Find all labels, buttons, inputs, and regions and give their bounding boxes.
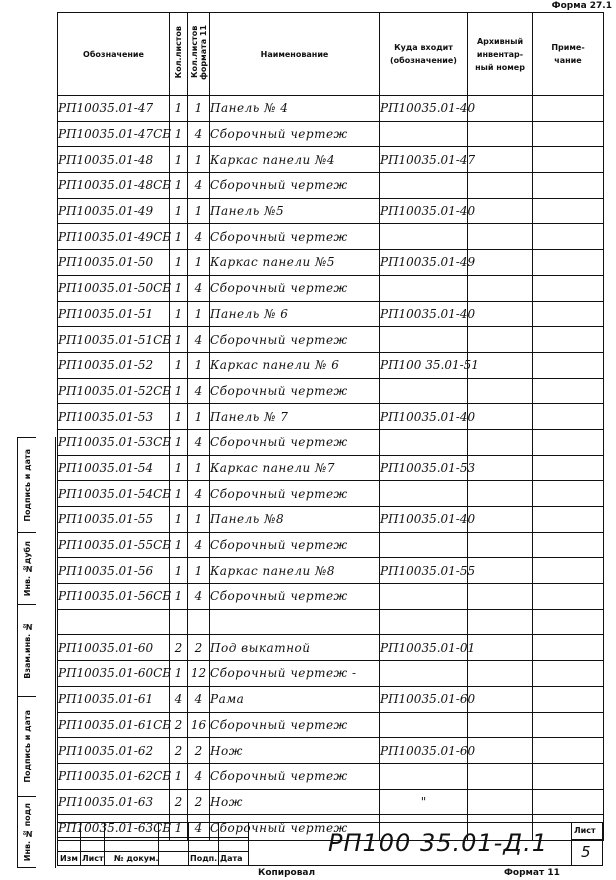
table-row bbox=[58, 224, 604, 250]
archive-cell bbox=[468, 121, 533, 147]
name-cell: Сборочный чертеж bbox=[210, 173, 380, 199]
table-row bbox=[58, 712, 604, 738]
designation-cell: РП10035.01-60 bbox=[58, 635, 170, 661]
table-row bbox=[58, 661, 604, 687]
name-cell: Сборочный чертеж bbox=[210, 429, 380, 455]
where-used-cell bbox=[380, 429, 468, 455]
qty-format-cell: 1 bbox=[188, 507, 210, 533]
qty-format-cell: 4 bbox=[188, 378, 210, 404]
qty-format-cell: 4 bbox=[188, 173, 210, 199]
name-cell: Сборочный чертеж bbox=[210, 275, 380, 301]
col-list: Лист bbox=[82, 854, 104, 863]
qty-format-cell: 4 bbox=[188, 763, 210, 789]
table-row bbox=[58, 96, 604, 122]
where-used-cell: РП10035.01-40 bbox=[380, 301, 468, 327]
qty-sheets-cell: 2 bbox=[170, 635, 188, 661]
sheet-number: 5 bbox=[581, 843, 591, 861]
where-used-cell: РП100 35.01-51 bbox=[380, 352, 468, 378]
where-used-cell bbox=[380, 584, 468, 610]
qty-sheets-cell: 1 bbox=[170, 507, 188, 533]
name-cell: Панель № 7 bbox=[210, 404, 380, 430]
archive-cell bbox=[468, 301, 533, 327]
table-row bbox=[58, 404, 604, 430]
archive-cell bbox=[468, 96, 533, 122]
designation-cell: РП10035.01-54 bbox=[58, 455, 170, 481]
notes-cell bbox=[533, 763, 604, 789]
name-cell: Сборочный чертеж bbox=[210, 763, 380, 789]
where-used-cell: РП10035.01-47 bbox=[380, 147, 468, 173]
header-qty-sheets-format: Кол.листов формата 11 bbox=[189, 24, 208, 80]
approval-sidebar bbox=[17, 437, 55, 868]
archive-cell bbox=[468, 224, 533, 250]
qty-sheets-cell: 1 bbox=[170, 763, 188, 789]
table-row bbox=[58, 173, 604, 199]
notes-cell bbox=[533, 558, 604, 584]
header-name: Наименование bbox=[210, 13, 380, 96]
qty-sheets-cell: 1 bbox=[170, 532, 188, 558]
designation-cell: РП10035.01-49СБ bbox=[58, 224, 170, 250]
where-used-cell bbox=[380, 609, 468, 635]
name-cell: Нож bbox=[210, 738, 380, 764]
sidebar-blank-column bbox=[36, 437, 56, 868]
where-used-cell bbox=[380, 481, 468, 507]
table-row bbox=[58, 584, 604, 610]
where-used-cell: РП10035.01-49 bbox=[380, 250, 468, 276]
notes-cell bbox=[533, 455, 604, 481]
archive-cell bbox=[468, 455, 533, 481]
archive-cell bbox=[468, 173, 533, 199]
table-row bbox=[58, 121, 604, 147]
qty-sheets-cell: 1 bbox=[170, 96, 188, 122]
qty-sheets-cell: 1 bbox=[170, 661, 188, 687]
table-row bbox=[58, 455, 604, 481]
designation-cell: РП10035.01-48 bbox=[58, 147, 170, 173]
qty-sheets-cell bbox=[170, 609, 188, 635]
name-cell: Панель №8 bbox=[210, 507, 380, 533]
archive-cell bbox=[468, 327, 533, 353]
qty-sheets-cell: 1 bbox=[170, 327, 188, 353]
archive-cell bbox=[468, 378, 533, 404]
archive-cell bbox=[468, 738, 533, 764]
name-cell: Сборочный чертеж bbox=[210, 121, 380, 147]
sidebar-replace-inv: Взам.инв. № bbox=[17, 604, 36, 696]
where-used-cell: РП10035.01-60 bbox=[380, 686, 468, 712]
header-archive: Архивный инвентар- ный номер bbox=[468, 13, 533, 96]
notes-cell bbox=[533, 301, 604, 327]
qty-sheets-cell: 1 bbox=[170, 121, 188, 147]
where-used-cell: РП10035.01-60 bbox=[380, 738, 468, 764]
sidebar-sign-date-1: Подпись и дата bbox=[17, 437, 36, 532]
qty-format-cell: 16 bbox=[188, 712, 210, 738]
qty-sheets-cell: 1 bbox=[170, 378, 188, 404]
designation-cell: РП10035.01-56 bbox=[58, 558, 170, 584]
footer-format: Формат 11 bbox=[504, 868, 560, 878]
specification-table bbox=[57, 12, 604, 841]
where-used-cell: РП10035.01-01 bbox=[380, 635, 468, 661]
qty-format-cell: 1 bbox=[188, 455, 210, 481]
qty-format-cell: 4 bbox=[188, 815, 210, 841]
where-used-cell: РП10035.01-53 bbox=[380, 455, 468, 481]
sidebar-sign-date-2: Подпись и дата bbox=[17, 696, 36, 796]
qty-format-cell: 4 bbox=[188, 224, 210, 250]
designation-cell: РП10035.01-50 bbox=[58, 250, 170, 276]
table-row bbox=[58, 275, 604, 301]
archive-cell bbox=[468, 635, 533, 661]
qty-sheets-cell: 1 bbox=[170, 250, 188, 276]
name-cell: Сборочный чертеж bbox=[210, 224, 380, 250]
notes-cell bbox=[533, 147, 604, 173]
where-used-cell bbox=[380, 661, 468, 687]
qty-format-cell: 4 bbox=[188, 121, 210, 147]
notes-cell bbox=[533, 789, 604, 815]
qty-format-cell: 4 bbox=[188, 327, 210, 353]
name-cell: Каркас панели №7 bbox=[210, 455, 380, 481]
qty-sheets-cell: 4 bbox=[170, 686, 188, 712]
notes-cell bbox=[533, 224, 604, 250]
notes-cell bbox=[533, 635, 604, 661]
notes-cell bbox=[533, 275, 604, 301]
name-cell: Сборочный чертеж - bbox=[210, 661, 380, 687]
where-used-cell: РП10035.01-55 bbox=[380, 558, 468, 584]
designation-cell: РП10035.01-49 bbox=[58, 198, 170, 224]
qty-format-cell: 1 bbox=[188, 352, 210, 378]
header-notes: Приме- чание bbox=[533, 13, 604, 96]
qty-sheets-cell: 1 bbox=[170, 352, 188, 378]
where-used-cell bbox=[380, 378, 468, 404]
archive-cell bbox=[468, 584, 533, 610]
qty-sheets-cell: 1 bbox=[170, 481, 188, 507]
archive-cell bbox=[468, 763, 533, 789]
table-row bbox=[58, 198, 604, 224]
qty-format-cell: 4 bbox=[188, 275, 210, 301]
archive-cell bbox=[468, 250, 533, 276]
where-used-cell bbox=[380, 327, 468, 353]
name-cell: Под выкатной bbox=[210, 635, 380, 661]
table-row bbox=[58, 327, 604, 353]
qty-sheets-cell: 1 bbox=[170, 455, 188, 481]
qty-sheets-cell: 1 bbox=[170, 584, 188, 610]
notes-cell bbox=[533, 481, 604, 507]
sidebar-dup-inv: Инв. №дубл bbox=[17, 532, 36, 604]
title-block bbox=[57, 822, 603, 866]
where-used-cell: РП10035.01-40 bbox=[380, 96, 468, 122]
name-cell: Сборочный чертеж bbox=[210, 584, 380, 610]
notes-cell bbox=[533, 352, 604, 378]
qty-sheets-cell: 1 bbox=[170, 815, 188, 841]
notes-cell bbox=[533, 250, 604, 276]
designation-cell: РП10035.01-63СБ bbox=[58, 815, 170, 841]
where-used-cell: РП10035.01-40 bbox=[380, 507, 468, 533]
qty-sheets-cell: 1 bbox=[170, 173, 188, 199]
qty-format-cell: 1 bbox=[188, 404, 210, 430]
archive-cell bbox=[468, 507, 533, 533]
qty-sheets-cell: 2 bbox=[170, 712, 188, 738]
table-row bbox=[58, 532, 604, 558]
table-row bbox=[58, 352, 604, 378]
qty-sheets-cell: 1 bbox=[170, 147, 188, 173]
name-cell: Панель №5 bbox=[210, 198, 380, 224]
designation-cell: РП10035.01-53 bbox=[58, 404, 170, 430]
designation-cell: РП10035.01-61СБ bbox=[58, 712, 170, 738]
table-row bbox=[58, 686, 604, 712]
name-cell: Каркас панели №5 bbox=[210, 250, 380, 276]
name-cell: Сборочный чертеж bbox=[210, 481, 380, 507]
table-row bbox=[58, 738, 604, 764]
sheet-label: Лист bbox=[574, 826, 596, 835]
qty-format-cell: 4 bbox=[188, 532, 210, 558]
qty-format-cell: 1 bbox=[188, 96, 210, 122]
designation-cell: РП10035.01-61 bbox=[58, 686, 170, 712]
archive-cell bbox=[468, 789, 533, 815]
qty-format-cell: 4 bbox=[188, 584, 210, 610]
table-row bbox=[58, 507, 604, 533]
qty-sheets-cell: 2 bbox=[170, 738, 188, 764]
sheet-box bbox=[571, 823, 602, 865]
where-used-cell: РП10035.01-40 bbox=[380, 198, 468, 224]
notes-cell bbox=[533, 327, 604, 353]
table-row bbox=[58, 558, 604, 584]
table-row bbox=[58, 378, 604, 404]
where-used-cell bbox=[380, 224, 468, 250]
form-label: Форма 27.1 bbox=[551, 1, 612, 11]
qty-format-cell: 4 bbox=[188, 481, 210, 507]
notes-cell bbox=[533, 404, 604, 430]
sidebar-orig-inv: Инв. № подл bbox=[17, 796, 36, 868]
designation-cell: РП10035.01-48СБ bbox=[58, 173, 170, 199]
qty-format-cell bbox=[188, 609, 210, 635]
table-row bbox=[58, 609, 604, 635]
notes-cell bbox=[533, 712, 604, 738]
archive-cell bbox=[468, 481, 533, 507]
where-used-cell bbox=[380, 532, 468, 558]
archive-cell bbox=[468, 558, 533, 584]
notes-cell bbox=[533, 429, 604, 455]
name-cell: Каркас панели №8 bbox=[210, 558, 380, 584]
designation-cell: РП10035.01-55СБ bbox=[58, 532, 170, 558]
designation-cell: РП10035.01-52 bbox=[58, 352, 170, 378]
qty-format-cell: 2 bbox=[188, 738, 210, 764]
col-date: Дата bbox=[220, 854, 243, 863]
where-used-cell bbox=[380, 763, 468, 789]
qty-sheets-cell: 1 bbox=[170, 224, 188, 250]
document-code: РП100 35.01-Д.1 bbox=[328, 829, 548, 857]
archive-cell bbox=[468, 429, 533, 455]
designation-cell: РП10035.01-60СБ bbox=[58, 661, 170, 687]
designation-cell: РП10035.01-47 bbox=[58, 96, 170, 122]
col-sign: Подп. bbox=[190, 854, 218, 863]
archive-cell bbox=[468, 404, 533, 430]
qty-format-cell: 12 bbox=[188, 661, 210, 687]
designation-cell: РП10035.01-53СБ bbox=[58, 429, 170, 455]
revision-grid bbox=[58, 823, 248, 865]
name-cell: Панель № 4 bbox=[210, 96, 380, 122]
notes-cell bbox=[533, 173, 604, 199]
notes-cell bbox=[533, 686, 604, 712]
notes-cell bbox=[533, 121, 604, 147]
qty-sheets-cell: 1 bbox=[170, 404, 188, 430]
table-header bbox=[58, 13, 604, 96]
designation-cell: РП10035.01-62 bbox=[58, 738, 170, 764]
footer-copied: Копировал bbox=[258, 868, 316, 878]
table-row bbox=[58, 429, 604, 455]
designation-cell: РП10035.01-51СБ bbox=[58, 327, 170, 353]
qty-sheets-cell: 1 bbox=[170, 198, 188, 224]
qty-sheets-cell: 1 bbox=[170, 558, 188, 584]
qty-sheets-cell: 1 bbox=[170, 429, 188, 455]
header-designation: Обозначение bbox=[58, 13, 170, 96]
where-used-cell bbox=[380, 121, 468, 147]
archive-cell bbox=[468, 661, 533, 687]
designation-cell: РП10035.01-63 bbox=[58, 789, 170, 815]
qty-sheets-cell: 2 bbox=[170, 789, 188, 815]
archive-cell bbox=[468, 147, 533, 173]
qty-format-cell: 2 bbox=[188, 789, 210, 815]
notes-cell bbox=[533, 609, 604, 635]
qty-format-cell: 1 bbox=[188, 558, 210, 584]
table-row bbox=[58, 301, 604, 327]
qty-format-cell: 1 bbox=[188, 147, 210, 173]
designation-cell: РП10035.01-56СБ bbox=[58, 584, 170, 610]
designation-cell: РП10035.01-52СБ bbox=[58, 378, 170, 404]
notes-cell bbox=[533, 378, 604, 404]
archive-cell bbox=[468, 532, 533, 558]
name-cell: Рама bbox=[210, 686, 380, 712]
archive-cell bbox=[468, 609, 533, 635]
designation-cell: РП10035.01-51 bbox=[58, 301, 170, 327]
archive-cell bbox=[468, 712, 533, 738]
table-row bbox=[58, 763, 604, 789]
designation-cell: РП10035.01-62СБ bbox=[58, 763, 170, 789]
notes-cell bbox=[533, 198, 604, 224]
qty-sheets-cell: 1 bbox=[170, 301, 188, 327]
designation-cell: РП10035.01-55 bbox=[58, 507, 170, 533]
name-cell: Сборочный чертеж bbox=[210, 712, 380, 738]
name-cell: Каркас панели № 6 bbox=[210, 352, 380, 378]
notes-cell bbox=[533, 96, 604, 122]
header-where-used: Куда входит (обозначение) bbox=[380, 13, 468, 96]
table-row bbox=[58, 250, 604, 276]
notes-cell bbox=[533, 661, 604, 687]
where-used-cell: РП10035.01-40 bbox=[380, 404, 468, 430]
name-cell: Сборочный чертеж bbox=[210, 378, 380, 404]
archive-cell bbox=[468, 686, 533, 712]
name-cell: Сборочный чертеж bbox=[210, 815, 380, 841]
table-row bbox=[58, 789, 604, 815]
col-doc: № докум. bbox=[114, 854, 159, 863]
qty-format-cell: 1 bbox=[188, 198, 210, 224]
qty-format-cell: 1 bbox=[188, 250, 210, 276]
qty-format-cell: 4 bbox=[188, 429, 210, 455]
qty-sheets-cell: 1 bbox=[170, 275, 188, 301]
table-row bbox=[58, 481, 604, 507]
notes-cell bbox=[533, 738, 604, 764]
col-izm: Изм bbox=[60, 854, 78, 863]
name-cell: Каркас панели №4 bbox=[210, 147, 380, 173]
qty-format-cell: 1 bbox=[188, 301, 210, 327]
notes-cell bbox=[533, 507, 604, 533]
qty-format-cell: 2 bbox=[188, 635, 210, 661]
where-used-cell bbox=[380, 173, 468, 199]
table-row bbox=[58, 635, 604, 661]
notes-cell bbox=[533, 532, 604, 558]
designation-cell: РП10035.01-50СБ bbox=[58, 275, 170, 301]
where-used-cell bbox=[380, 712, 468, 738]
name-cell bbox=[210, 609, 380, 635]
where-used-cell bbox=[380, 275, 468, 301]
name-cell: Сборочный чертеж bbox=[210, 327, 380, 353]
archive-cell bbox=[468, 275, 533, 301]
designation-cell: РП10035.01-47СБ bbox=[58, 121, 170, 147]
notes-cell bbox=[533, 584, 604, 610]
name-cell: Нож bbox=[210, 789, 380, 815]
designation-cell: РП10035.01-54СБ bbox=[58, 481, 170, 507]
qty-format-cell: 4 bbox=[188, 686, 210, 712]
table-row bbox=[58, 147, 604, 173]
header-qty-sheets: Кол.листов bbox=[174, 25, 183, 79]
name-cell: Панель № 6 bbox=[210, 301, 380, 327]
where-used-cell: " bbox=[380, 789, 468, 815]
archive-cell bbox=[468, 198, 533, 224]
name-cell: Сборочный чертеж bbox=[210, 532, 380, 558]
designation-cell bbox=[58, 609, 170, 635]
